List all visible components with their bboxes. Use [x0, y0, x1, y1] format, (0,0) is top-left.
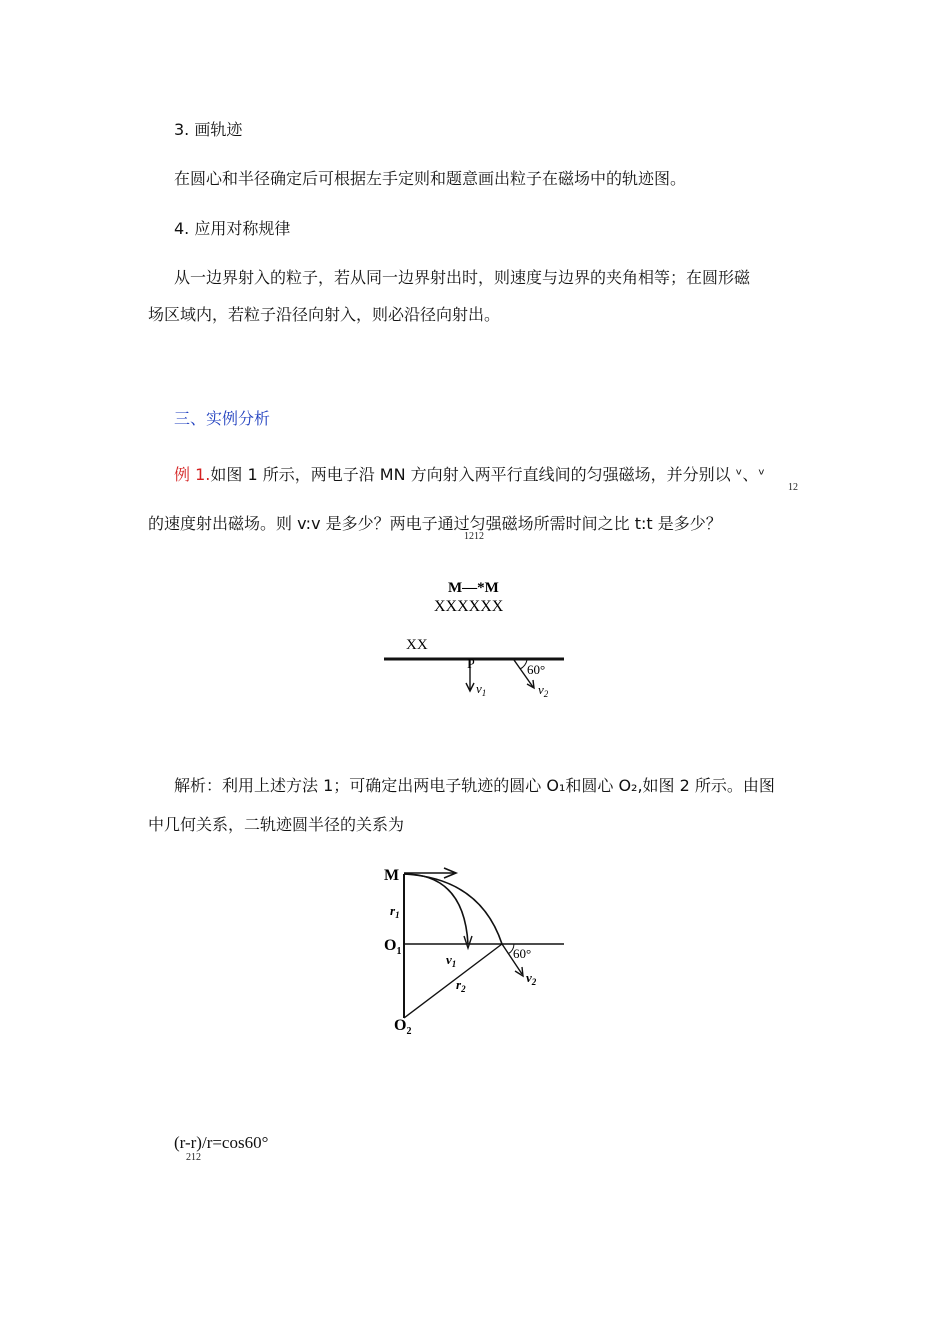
fig2-radius-r2-line — [404, 944, 502, 1018]
fig2-angle-label: 60° — [513, 946, 532, 961]
fig1-point-p: P — [467, 657, 475, 672]
fig2-m-label: M — [384, 867, 400, 884]
fig2-r2-label: $r_2$ — [456, 977, 466, 994]
analysis-line-1: 解析：利用上述方法 1；可确定出两电子轨迹的圆心 O₁和圆心 O₂,如图 2 所示。由图 — [174, 776, 775, 795]
example-label: 例 1. — [174, 465, 211, 484]
analysis-line-2: 中几何关系，二轨迹圆半径的关系为 — [148, 815, 405, 834]
fig1-v1-label: $v_1$ — [476, 681, 487, 698]
formula: (r-r)/r=cos60° — [174, 1133, 269, 1152]
fig1-crosses-row: XXXXXX — [434, 598, 504, 615]
section-3-body: 在圆心和半径确定后可根据左手定则和题意画出粒子在磁场中的轨迹图。 — [174, 169, 687, 188]
fig1-crosses-short: XX — [406, 637, 428, 653]
fig2-v2-label: $v_2$ — [526, 970, 537, 987]
fig2-r1-label: $r_1$ — [390, 903, 400, 920]
example-1-line-1 — [174, 465, 765, 485]
fig1-angle-arc — [520, 660, 527, 669]
fig2-large-arc — [404, 874, 502, 944]
section-4-heading: 4. 应用对称规律 — [174, 219, 291, 238]
figure-2 — [380, 858, 570, 1043]
part-3-heading: 三、实例分析 — [174, 409, 271, 428]
example-line-1-subscript: 12 — [788, 482, 798, 493]
section-4-body-line-2: 场区域内，若粒子沿径向射入，则必沿径向射出。 — [148, 305, 501, 324]
example-1-line-2: 的速度射出磁场。则 v:v 是多少？两电子通过匀强磁场所需时间之比 t:t 是多少？ — [148, 514, 722, 533]
formula-subscript: 212 — [186, 1152, 201, 1163]
fig2-o2-label: $O_2$ — [394, 1017, 412, 1037]
fig1-v2-label: $v_2$ — [538, 682, 549, 699]
figure-1 — [370, 570, 580, 700]
section-4-body-line-1: 从一边界射入的粒子，若从同一边界射出时，则速度与边界的夹角相等；在圆形磁 — [174, 268, 751, 287]
fig1-mn-label: M—*M — [448, 580, 499, 596]
example-line-1-text: 如图 1 所示，两电子沿 MN 方向射入两平行直线间的匀强磁场，并分别以 ᵛ、ᵛ — [210, 465, 766, 484]
fig2-v1-label: $v_1$ — [446, 952, 457, 969]
fig2-o1-label: $O_1$ — [384, 937, 402, 957]
section-3-heading: 3. 画轨迹 — [174, 120, 243, 139]
example-line-2-subscript: 1212 — [464, 531, 484, 542]
fig1-angle-label: 60° — [527, 662, 546, 677]
fig2-small-arc — [404, 874, 468, 944]
